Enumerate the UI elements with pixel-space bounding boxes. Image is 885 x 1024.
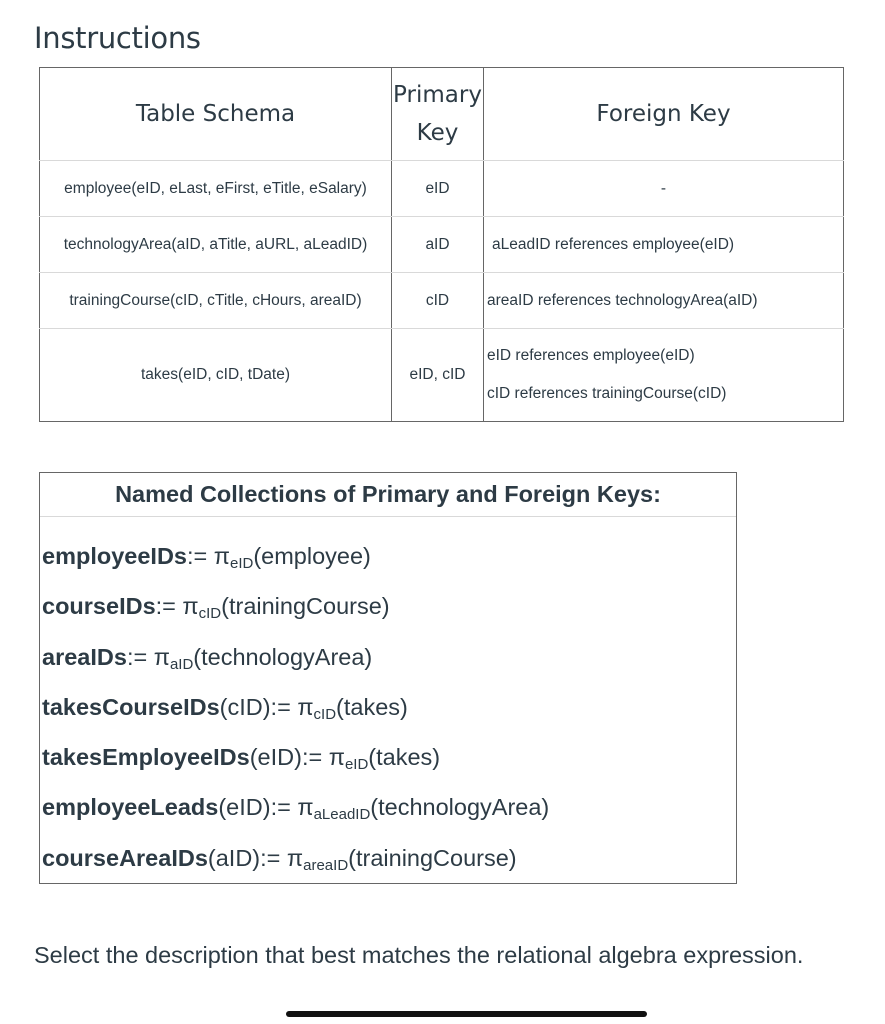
header-table-schema: Table Schema — [40, 68, 392, 161]
projection-operator: := π — [186, 543, 230, 569]
header-primary-key — [392, 68, 484, 161]
projection-attribute: aLeadID — [313, 806, 371, 824]
table-row — [40, 161, 844, 217]
primary-key-cell: eID, cID — [392, 329, 484, 422]
expression-relation: (technologyArea) — [193, 643, 373, 670]
expression-relation: (takes) — [336, 693, 408, 720]
projection-attribute: eID — [344, 756, 369, 774]
expression-name: takesCourseIDs — [42, 693, 220, 720]
header-primary-key-line1: Primary — [393, 82, 482, 108]
projection-operator: := π — [270, 794, 314, 821]
expression-employee-leads — [42, 782, 549, 832]
collections-title: Named Collections of Primary and Foreign Keys: — [40, 473, 736, 517]
expression-relation: (trainingCourse) — [348, 844, 517, 871]
schema-table — [39, 67, 844, 422]
expression-name: courseAreaIDs — [42, 844, 208, 871]
schema-header-row — [40, 68, 844, 161]
foreign-key-cell — [484, 329, 844, 422]
table-row — [40, 273, 844, 329]
primary-key-cell: cID — [392, 273, 484, 329]
schema-cell: takes(eID, cID, tDate) — [40, 329, 392, 422]
schema-cell: employee(eID, eLast, eFirst, eTitle, eSalary) — [40, 161, 392, 217]
primary-key-cell: eID — [392, 161, 484, 217]
foreign-key-line: cID references trainingCourse(cID) — [487, 385, 727, 402]
header-foreign-key: Foreign Key — [484, 68, 844, 161]
projection-attribute: aID — [169, 655, 194, 673]
projection-operator: := π — [260, 844, 304, 871]
question-prompt: Select the description that best matches the relational algebra expression. — [34, 942, 804, 968]
expression-takes-employee-ids — [42, 732, 549, 782]
home-indicator[interactable] — [286, 1011, 647, 1017]
expression-area-ids — [42, 632, 549, 682]
table-row — [40, 329, 844, 422]
expression-params: (cID) — [219, 693, 271, 720]
expression-name: areaIDs — [42, 643, 127, 670]
projection-attribute: cID — [313, 705, 337, 723]
projection-operator: := π — [126, 643, 170, 670]
projection-attribute: areaID — [303, 856, 349, 874]
projection-operator: := π — [155, 593, 199, 620]
expression-name: employeeIDs — [42, 543, 187, 569]
expression-relation: (technologyArea) — [370, 794, 550, 821]
expression-relation: (takes) — [368, 744, 441, 771]
expression-params: (eID) — [249, 744, 302, 771]
expression-relation: (employee) — [253, 543, 371, 569]
projection-attribute: eID — [229, 555, 254, 572]
named-collections-box — [39, 472, 737, 884]
projection-operator: := π — [301, 744, 345, 771]
expression-params: (aID) — [207, 844, 261, 871]
expression-params: (eID) — [218, 794, 271, 821]
expression-list — [42, 531, 549, 883]
expression-takes-course-ids — [42, 682, 549, 732]
foreign-key-cell: - — [484, 161, 844, 217]
projection-operator: := π — [270, 693, 314, 720]
page-heading: Instructions — [34, 21, 201, 55]
foreign-key-line: eID references employee(eID) — [487, 347, 695, 364]
schema-cell: trainingCourse(cID, cTitle, cHours, areaID) — [40, 273, 392, 329]
expression-employee-ids — [42, 531, 549, 581]
header-primary-key-line2: Key — [416, 120, 459, 146]
schema-cell: technologyArea(aID, aTitle, aURL, aLeadID) — [40, 217, 392, 273]
table-row — [40, 217, 844, 273]
expression-relation: (trainingCourse) — [221, 593, 390, 620]
foreign-key-cell: areaID references technologyArea(aID) — [484, 273, 844, 329]
expression-name: courseIDs — [42, 593, 156, 620]
expression-name: employeeLeads — [42, 794, 219, 821]
primary-key-cell: aID — [392, 217, 484, 273]
expression-name: takesEmployeeIDs — [42, 744, 250, 771]
projection-attribute: cID — [198, 605, 222, 623]
expression-course-area-ids — [42, 833, 549, 883]
expression-course-ids — [42, 581, 549, 631]
foreign-key-cell: aLeadID references employee(eID) — [484, 217, 844, 273]
